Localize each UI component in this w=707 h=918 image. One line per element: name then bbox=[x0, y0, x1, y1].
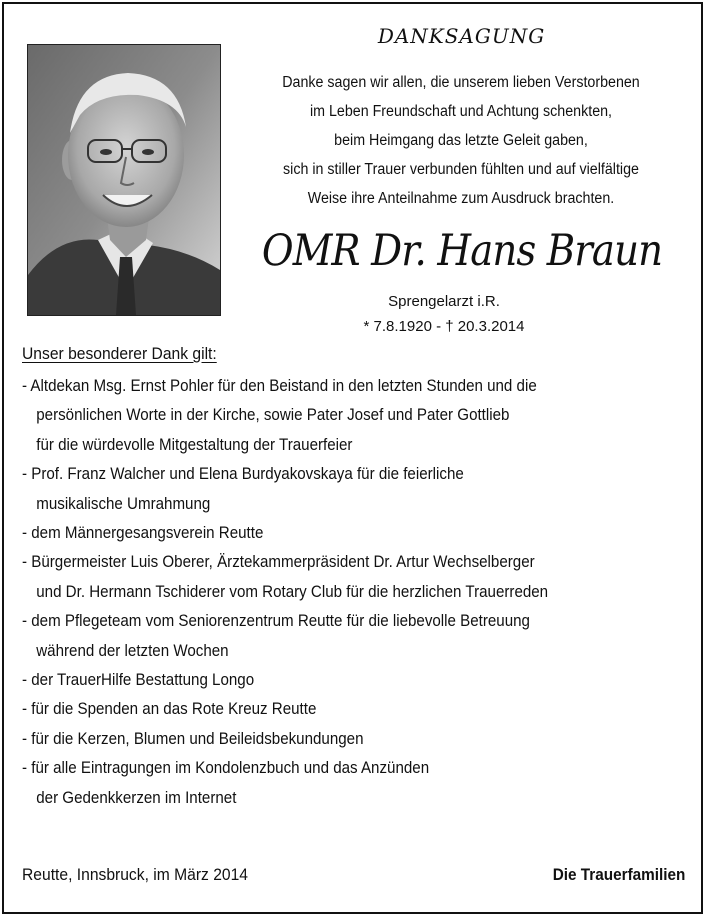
list-item: - für die Kerzen, Blumen und Beileidsbekundungen bbox=[22, 728, 364, 748]
list-item-continuation: persönlichen Worte in der Kirche, sowie Pater Josef und Pater Gottlieb bbox=[36, 405, 510, 425]
list-item: - Prof. Franz Walcher und Elena Burdyakovskaya für die feierliche bbox=[22, 464, 464, 484]
deceased-title: Sprengelarzt i.R. bbox=[388, 293, 500, 310]
intro-line: im Leben Freundschaft und Achtung schenkten, bbox=[309, 103, 613, 120]
intro-text bbox=[250, 68, 671, 213]
page-title: DANKSAGUNG bbox=[377, 24, 546, 48]
list-item: - der TrauerHilfe Bestattung Longo bbox=[22, 670, 255, 690]
list-item-continuation: musikalische Umrahmung bbox=[36, 493, 211, 513]
list-item: - Bürgermeister Luis Oberer, Ärztekammerpräsident Dr. Artur Wechselberger bbox=[22, 552, 535, 572]
list-item: - dem Pflegeteam vom Seniorenzentrum Reutte für die liebevolle Betreuung bbox=[22, 611, 530, 631]
portrait-photo bbox=[27, 44, 221, 316]
list-item-continuation: während der letzten Wochen bbox=[36, 640, 229, 660]
deceased-details bbox=[304, 289, 584, 339]
intro-line: Danke sagen wir allen, die unserem lieben Verstorbenen bbox=[282, 74, 640, 91]
place-date: Reutte, Innsbruck, im März 2014 bbox=[22, 865, 249, 884]
signature: Die Trauerfamilien bbox=[552, 865, 685, 884]
intro-line: Weise ihre Anteilnahme zum Ausdruck brachten. bbox=[307, 190, 615, 207]
thanks-heading: Unser besonderer Dank gilt: bbox=[22, 344, 217, 363]
deceased-dates: * 7.8.1920 - † 20.3.2014 bbox=[363, 318, 525, 335]
list-item: - Altdekan Msg. Ernst Pohler für den Beistand in den letzten Stunden und die bbox=[22, 376, 537, 395]
list-item-continuation: der Gedenkkerzen im Internet bbox=[36, 787, 237, 807]
deceased-name: OMR Dr. Hans Braun bbox=[261, 226, 663, 276]
list-item: - für die Spenden an das Rote Kreuz Reutte bbox=[22, 699, 317, 719]
obituary-card bbox=[2, 2, 703, 914]
list-item-continuation: und Dr. Hermann Tschiderer vom Rotary Club für die herzlichen Trauerreden bbox=[36, 581, 549, 601]
intro-line: beim Heimgang das letzte Geleit gaben, bbox=[334, 132, 588, 149]
intro-line: sich in stiller Trauer verbunden fühlten und auf vielfältige bbox=[283, 161, 639, 178]
list-item: - für alle Eintragungen im Kondolenzbuch und das Anzünden bbox=[22, 758, 430, 778]
thanks-list bbox=[22, 371, 663, 812]
list-item: - dem Männergesangsverein Reutte bbox=[22, 523, 264, 543]
list-item-continuation: für die würdevolle Mitgestaltung der Trauerfeier bbox=[36, 434, 353, 454]
